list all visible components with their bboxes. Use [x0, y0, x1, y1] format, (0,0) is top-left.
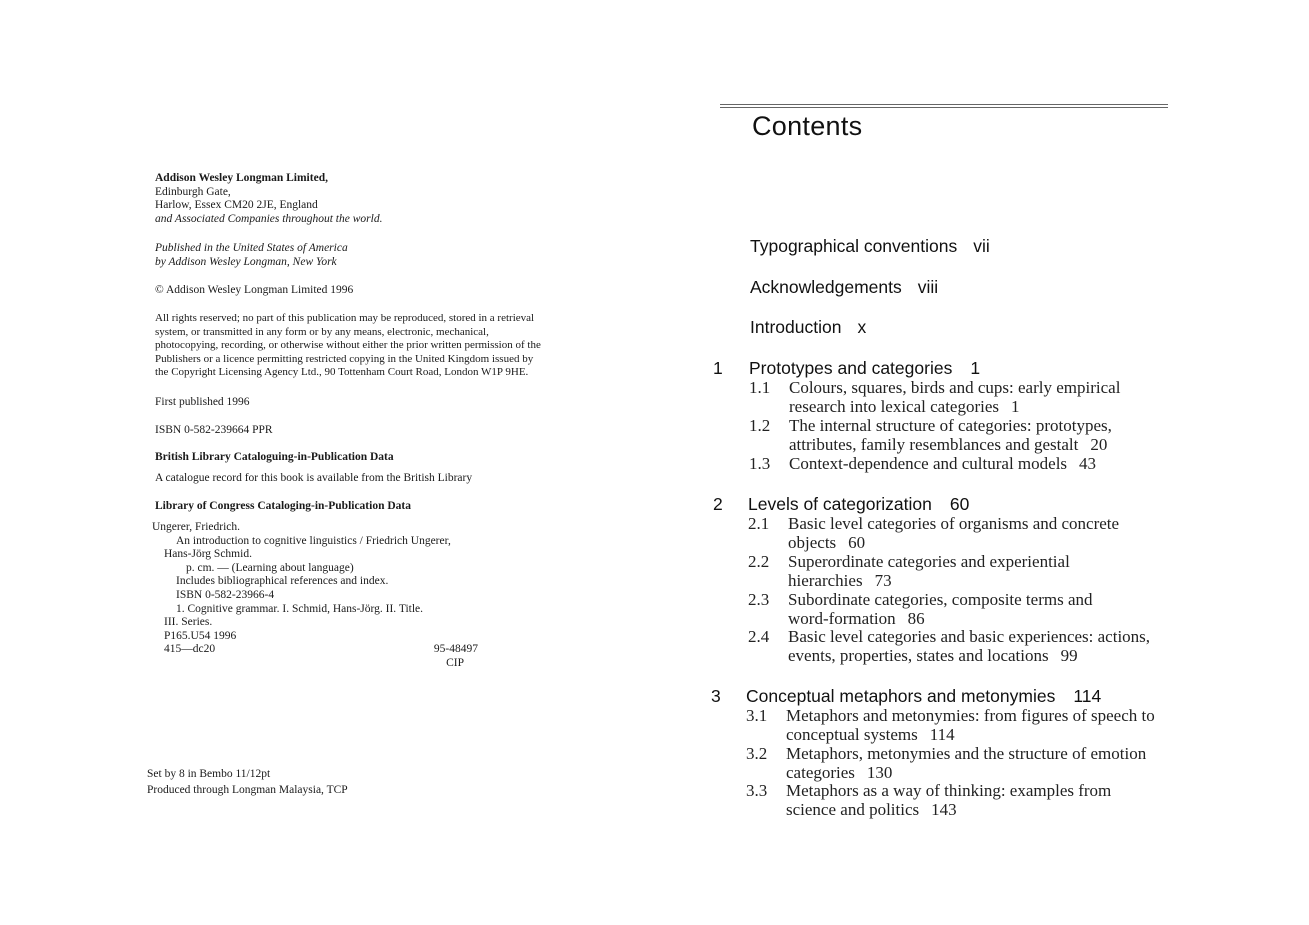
header-rule — [720, 104, 1168, 105]
british-library-text: A catalogue record for this book is available from the British Library — [155, 472, 473, 484]
section-title-line: attributes, family resemblances and gestalt — [789, 435, 1079, 454]
section-title-line: Context-dependence and cultural models — [789, 454, 1068, 473]
british-library-heading: British Library Cataloguing-in-Publication Data — [155, 451, 394, 463]
chapter-title — [748, 494, 969, 515]
section-number: 3.1 — [746, 706, 768, 725]
section-title — [789, 378, 1189, 416]
section-title-line: conceptual systems — [786, 725, 918, 744]
section-page: 1 — [1011, 397, 1020, 416]
publisher-address-line: Edinburgh Gate, — [155, 185, 231, 198]
toc-entry-page: vii — [973, 236, 990, 256]
section-title-line: hierarchies — [788, 571, 863, 590]
cip-lccn: 95-48497 — [433, 643, 478, 656]
section-title-line: research into lexical categories — [789, 397, 1000, 416]
chapter-number: 1 — [713, 358, 723, 378]
section-title-line: science and politics — [786, 800, 920, 819]
published-in-line: by Addison Wesley Longman, New York — [155, 255, 337, 268]
section-number: 2.3 — [748, 590, 770, 609]
section-page: 60 — [848, 533, 866, 552]
section-title — [786, 706, 1186, 744]
page-title: Contents — [752, 111, 863, 141]
section-number: 2.1 — [748, 514, 770, 533]
copyright-notice: © Addison Wesley Longman Limited 1996 — [155, 284, 354, 296]
cip-dewey: 415—dc20 — [164, 643, 216, 656]
cip-biblio-line: Includes bibliographical references and index. — [176, 575, 389, 588]
section-title — [788, 514, 1188, 552]
toc-entry-title: Introduction — [750, 317, 842, 337]
section-title — [789, 416, 1189, 454]
section-title-line: Metaphors as a way of thinking: examples from — [786, 781, 1112, 800]
section-page: 99 — [1060, 646, 1078, 665]
rights-line: Publishers or a licence permitting restricted copying in the United Kingdom issued by — [155, 352, 534, 365]
header-rule — [720, 107, 1168, 108]
section-title-line: The internal structure of categories: prototypes, — [789, 416, 1112, 435]
published-in-block — [155, 242, 348, 269]
cip-subjects-line: 1. Cognitive grammar. I. Schmid, Hans-Jörg. II. Title. — [176, 602, 424, 615]
section-title-line: Metaphors and metonymies: from figures of speech to — [786, 706, 1155, 725]
cip-series-number: III. Series. — [164, 616, 213, 629]
toc-entry-page: x — [857, 317, 867, 337]
publisher-address-line: Harlow, Essex CM20 2JE, England — [155, 199, 318, 212]
section-title-line: Metaphors, metonymies and the structure of emotion — [786, 744, 1147, 763]
section-page: 43 — [1079, 454, 1097, 473]
rights-line: the Copyright Licensing Agency Ltd., 90 Tottenham Court Road, London W1P 9HE. — [155, 366, 529, 379]
section-page: 143 — [931, 800, 957, 819]
publisher-name: Addison Wesley Longman Limited, — [155, 172, 328, 184]
rights-line: All rights reserved; no part of this publication may be reproduced, stored in a retrieval — [155, 312, 535, 324]
rights-block — [155, 312, 541, 380]
first-published: First published 1996 — [155, 396, 250, 408]
cip-isbn-line: ISBN 0-582-23966-4 — [176, 588, 275, 601]
published-in-line: Published in the United States of America — [155, 242, 348, 254]
chapter-title-text: Conceptual metaphors and metonymies — [746, 686, 1056, 706]
toc-entry-title: Typographical conventions — [750, 236, 958, 256]
cip-record — [152, 521, 492, 671]
chapter-page: 60 — [949, 494, 970, 514]
toc-front-entry — [750, 236, 990, 257]
loc-heading: Library of Congress Cataloging-in-Publication Data — [155, 500, 411, 512]
section-number: 2.4 — [748, 627, 770, 646]
chapter-page: 1 — [970, 358, 981, 378]
publisher-block — [155, 172, 382, 226]
section-number: 3.2 — [746, 744, 768, 763]
section-title-line: Subordinate categories, composite terms and — [788, 590, 1093, 609]
toc-front-entry — [750, 277, 938, 298]
cip-label: CIP — [446, 656, 464, 669]
section-title — [788, 627, 1188, 665]
rights-line: system, or transmitted in any form or by any means, electronic, mechanical, — [155, 325, 489, 338]
section-title — [786, 744, 1186, 782]
copyright-page — [0, 0, 650, 925]
section-page: 73 — [874, 571, 892, 590]
section-number: 1.2 — [749, 416, 771, 435]
toc-entry-title: Acknowledgements — [750, 277, 902, 297]
colophon — [147, 766, 348, 798]
section-page: 130 — [866, 763, 893, 782]
cip-author: Ungerer, Friedrich. — [152, 521, 240, 533]
section-page: 114 — [929, 725, 955, 744]
chapter-page: 114 — [1073, 686, 1102, 706]
section-title-line: Superordinate categories and experiential — [788, 552, 1070, 571]
colophon-line: Produced through Longman Malaysia, TCP — [147, 784, 348, 796]
section-title — [786, 781, 1186, 819]
isbn: ISBN 0-582-239664 PPR — [155, 424, 273, 436]
rights-line: photocopying, recording, or otherwise without either the prior written permission of the — [155, 339, 541, 352]
cip-call-number: P165.U54 1996 — [164, 629, 237, 642]
section-title — [788, 552, 1188, 590]
chapter-title-text: Prototypes and categories — [749, 358, 953, 378]
section-number: 3.3 — [746, 781, 768, 800]
section-title-line: Basic level categories and basic experiences: actions, — [788, 627, 1151, 646]
section-title — [789, 454, 1189, 473]
cip-title-line: An introduction to cognitive linguistics / Friedrich Ungerer, — [176, 534, 451, 547]
section-page: 20 — [1090, 435, 1108, 454]
cip-title-line: Hans-Jörg Schmid. — [164, 548, 252, 561]
chapter-title — [749, 358, 980, 379]
section-title-line: word-formation — [788, 609, 896, 628]
toc-entry-page: viii — [917, 277, 939, 297]
colophon-line: Set by 8 in Bembo 11/12pt — [147, 768, 271, 780]
section-title-line: categories — [786, 763, 855, 782]
section-number: 2.2 — [748, 552, 770, 571]
chapter-number: 2 — [713, 494, 723, 514]
section-title-line: events, properties, states and locations — [788, 646, 1049, 665]
cip-classification-row — [152, 643, 492, 657]
toc-front-entry — [750, 317, 866, 338]
chapter-number: 3 — [711, 686, 721, 706]
section-title-line: Basic level categories of organisms and concrete — [788, 514, 1120, 533]
section-number: 1.1 — [749, 378, 771, 397]
section-page: 86 — [907, 609, 925, 628]
publisher-associates: and Associated Companies throughout the world. — [155, 212, 383, 225]
chapter-title-text: Levels of categorization — [748, 494, 932, 514]
chapter-title — [746, 686, 1101, 707]
cip-series-line: p. cm. — (Learning about language) — [186, 561, 354, 574]
section-title — [788, 590, 1188, 628]
section-title-line: Colours, squares, birds and cups: early empirical — [789, 378, 1121, 397]
section-title-line: objects — [788, 533, 837, 552]
section-number: 1.3 — [749, 454, 771, 473]
